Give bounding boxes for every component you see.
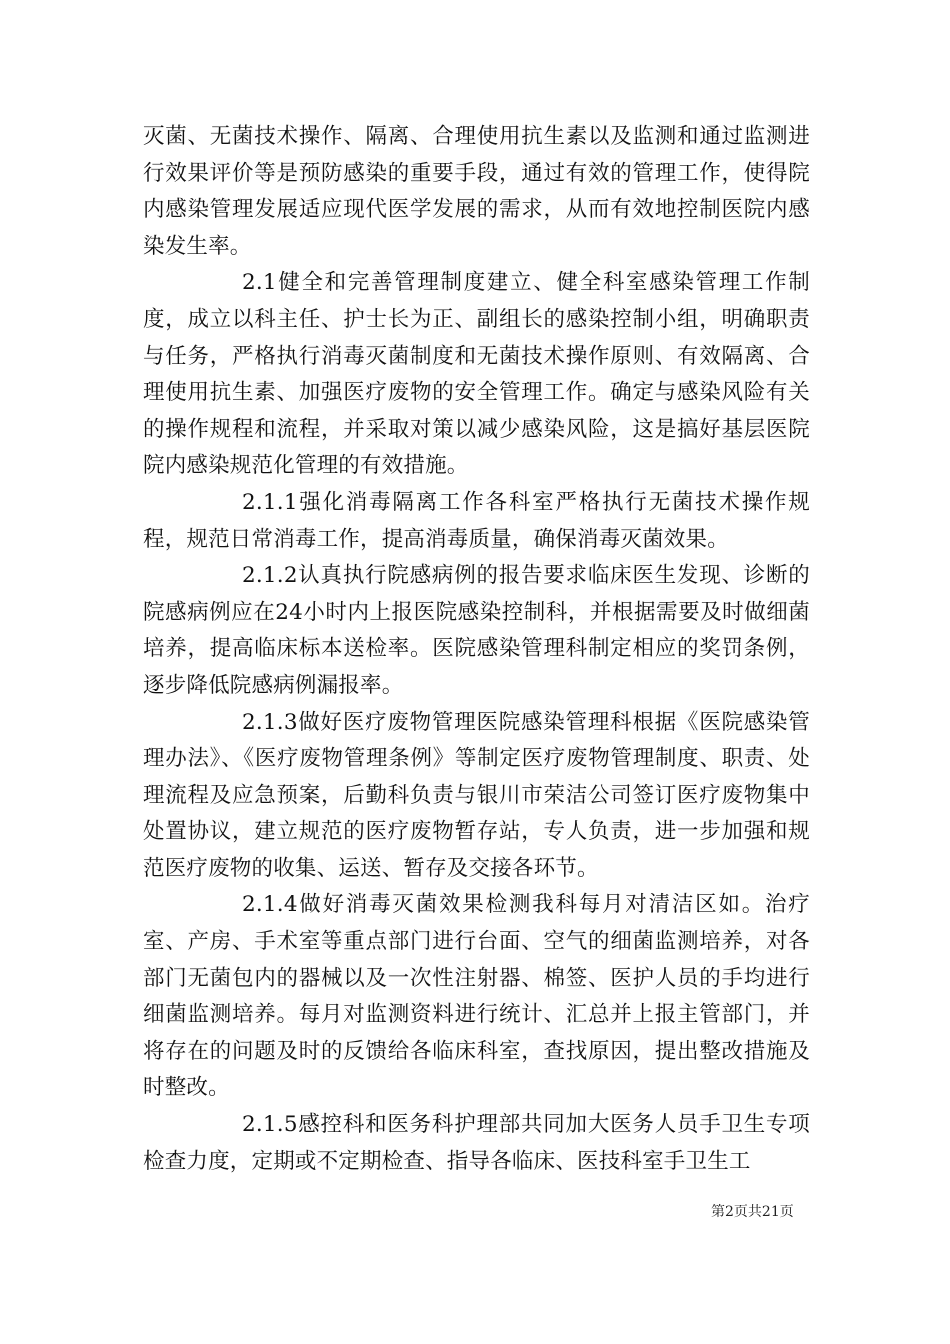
- paragraph-2-1-4: 2.1.4做好消毒灭菌效果检测我科每月对清洁区如。治疗室、产房、手术室等重点部门进行台面、空气的细菌监测培养，对各部门无菌包内的器械以及一次性注射器、棉签、医护人员的手均进行细菌监测培养。每月对监测资料进行统计、汇总并上报主管部门，并将存在的问题及时的反馈给各临床科室，查找原因，提出整改措施及时整改。: [143, 892, 810, 1101]
- paragraph-1: 灭菌、无菌技术操作、隔离、合理使用抗生素以及监测和通过监测进行效果评价等是预防感染的重要手段，通过有效的管理工作，使得院内感染管理发展适应现代医学发展的需求，从而有效地控制医院内感染发生率。: [143, 124, 810, 259]
- document-body: [143, 119, 810, 1180]
- page-number: 第2页共21页: [711, 1204, 794, 1220]
- paragraph-2-1-5: 2.1.5感控科和医务科护理部共同加大医务人员手卫生专项检查力度，定期或不定期检查、指导各临床、医技科室手卫生工: [143, 1112, 810, 1174]
- paragraph-2-1-3: 2.1.3做好医疗废物管理医院感染管理科根据《医院感染管理办法》、《医疗废物管理条例》等制定医疗废物管理制度、职责、处理流程及应急预案，后勤科负责与银川市荣洁公司签订医疗废物集中处置协议，建立规范的医疗废物暂存站，专人负责，进一步加强和规范医疗废物的收集、运送、暂存及交接各环节。: [143, 709, 810, 881]
- paragraph-2-1-2: 2.1.2认真执行院感病例的报告要求临床医生发现、诊断的院感病例应在24小时内上报医院感染控制科，并根据需要及时做细菌培养，提高临床标本送检率。医院感染管理科制定相应的奖罚条例，逐步降低院感病例漏报率。: [143, 563, 810, 698]
- paragraph-2-1: 2.1健全和完善管理制度建立、健全科室感染管理工作制度，成立以科主任、护士长为正、副组长的感染控制小组，明确职责与任务，严格执行消毒灭菌制度和无菌技术操作原则、有效隔离、合理使用抗生素、加强医疗废物的安全管理工作。确定与感染风险有关的操作规程和流程，并采取对策以减少感染风险，这是搞好基层医院院内感染规范化管理的有效措施。: [143, 270, 810, 479]
- paragraph-2-1-1: 2.1.1强化消毒隔离工作各科室严格执行无菌技术操作规程，规范日常消毒工作，提高消毒质量，确保消毒灭菌效果。: [143, 489, 810, 552]
